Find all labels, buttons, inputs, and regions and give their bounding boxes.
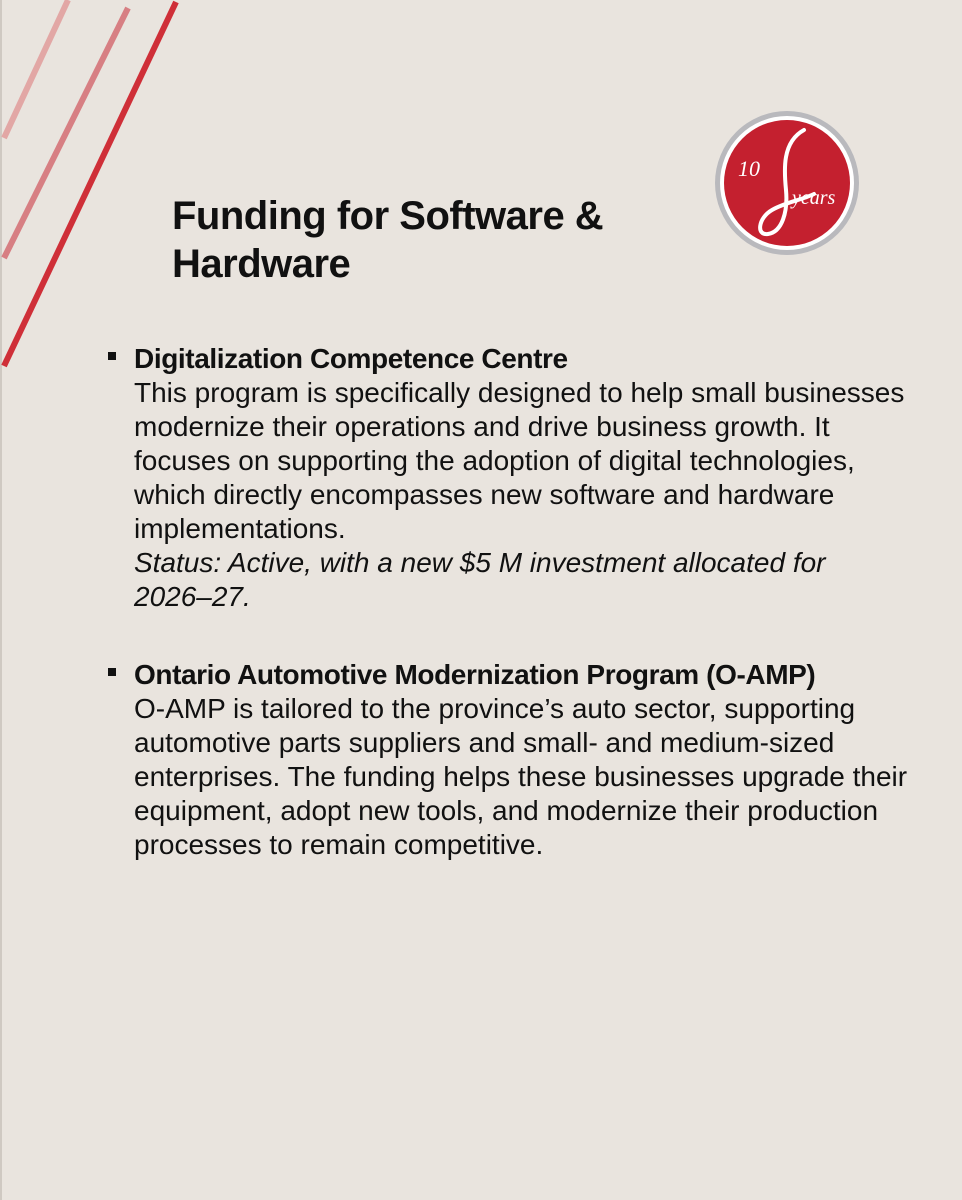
stripe-medium: [4, 8, 128, 258]
decorative-stripes: [0, 0, 200, 380]
badge-number: 10: [738, 156, 760, 181]
bullet-square: [108, 668, 116, 676]
stripe-dark: [4, 2, 176, 366]
badge-word: years: [792, 187, 836, 209]
stripe-light: [4, 0, 68, 138]
list-item: [108, 658, 908, 862]
list-item: [108, 342, 908, 614]
bullet-square: [108, 352, 116, 360]
item-status: Status: Active, with a new $5 M investment allocated for 2026–27.: [134, 547, 826, 612]
item-heading: Digitalization Competence Centre: [134, 343, 568, 374]
item-description: O-AMP is tailored to the province’s auto sector, supporting automotive parts suppliers and small- and medium-sized enterprises. The funding helps these businesses upgrade their equipment, adopt new tools, and modernize their production processes to remain competitive.: [134, 693, 908, 860]
item-description: This program is specifically designed to help small businesses modernize their operations and drive business growth. It focuses on supporting the adoption of digital technologies, which directly encompasses new software and hardware implementations.: [134, 377, 905, 544]
page-title: Funding for Software & Hardware: [172, 194, 604, 286]
program-list: [108, 342, 908, 906]
anniversary-badge: [712, 108, 862, 258]
item-heading: Ontario Automotive Modernization Program (O-AMP): [134, 659, 816, 690]
